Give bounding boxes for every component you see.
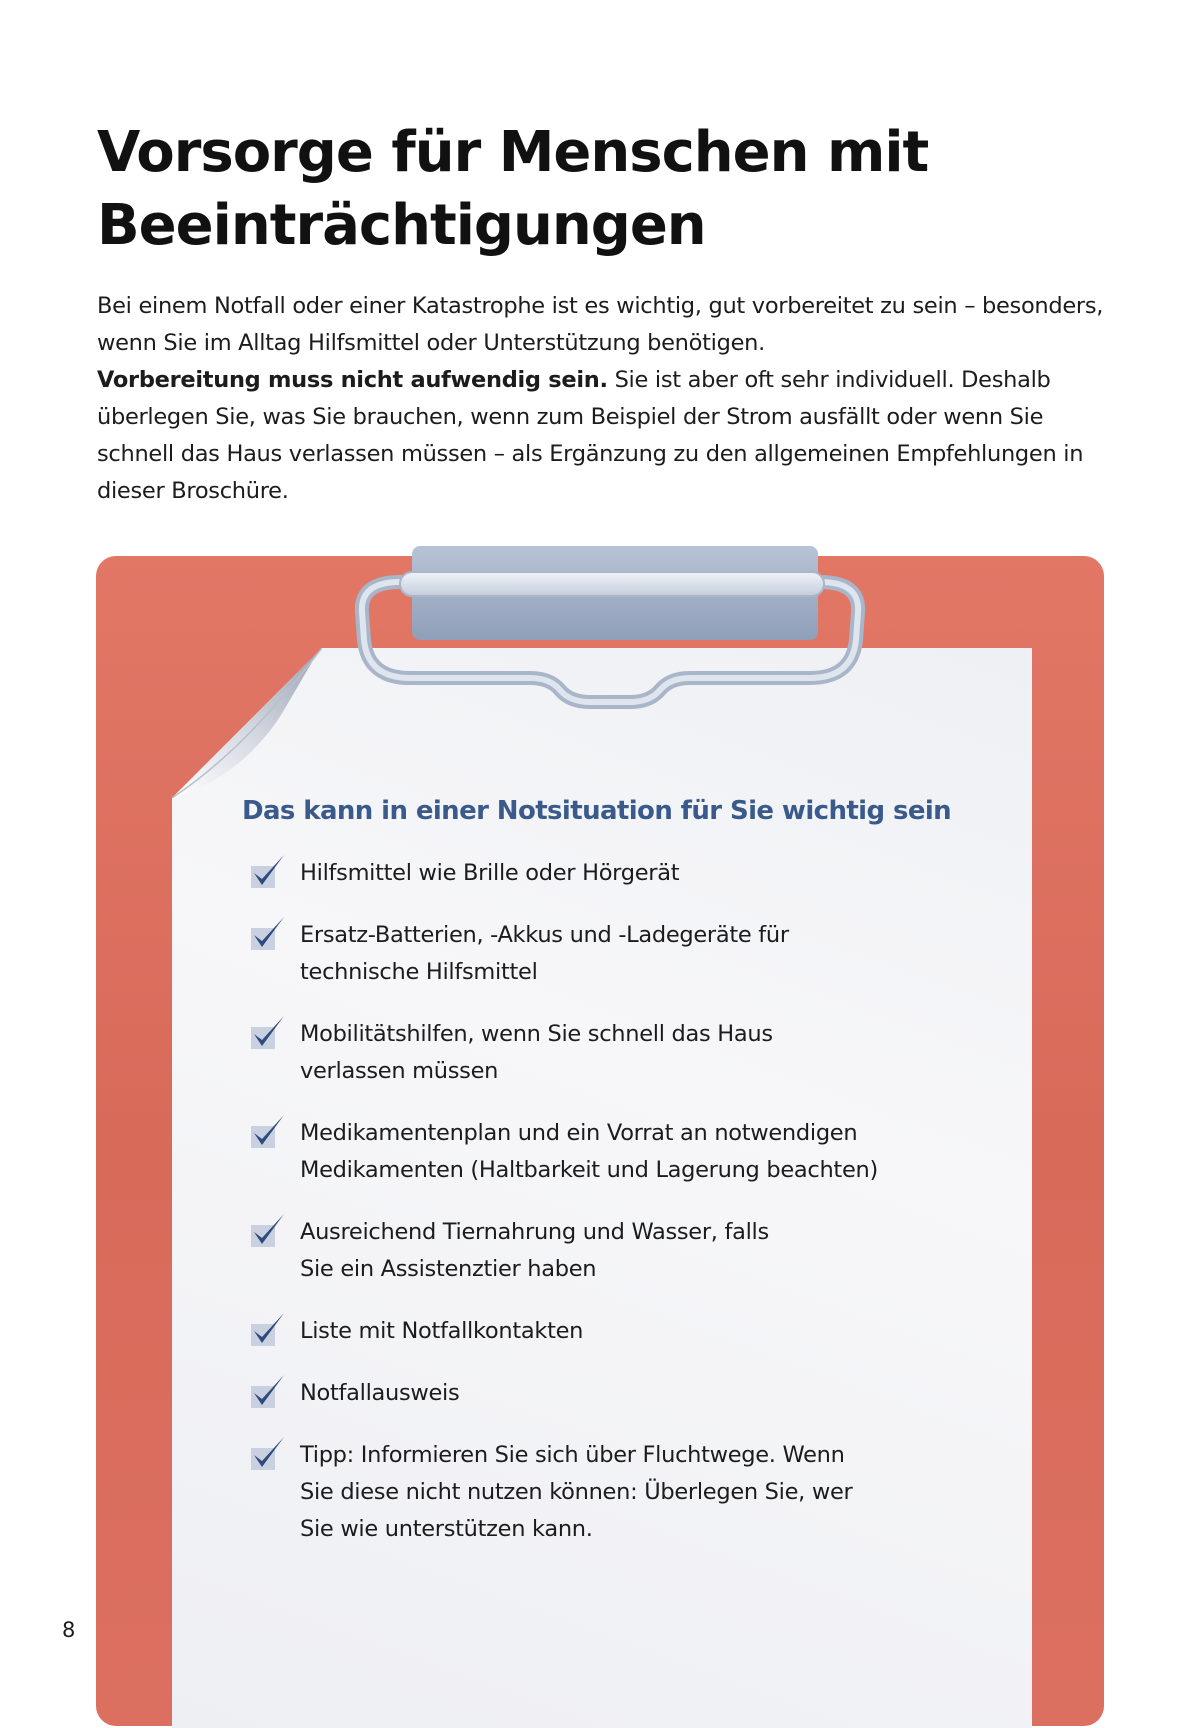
check-mark-icon <box>248 1210 288 1250</box>
checklist-item-text: Medikamentenplan und ein Vorrat an notwendigen Medikamenten (Haltbarkeit und Lagerung beachten) <box>300 1120 878 1183</box>
check-mark-icon <box>248 1111 288 1151</box>
check-mark-icon <box>248 1371 288 1411</box>
checklist-item <box>248 1375 1028 1412</box>
checklist-item <box>248 1214 1028 1288</box>
checklist-item <box>248 1313 1028 1350</box>
page-title: Vorsorge für Menschen mit Beeinträchtigungen <box>97 120 929 258</box>
checklist-item <box>248 1437 1028 1548</box>
checklist-title: Das kann in einer Notsituation für Sie wichtig sein <box>242 796 952 826</box>
checklist-item <box>248 1115 1028 1189</box>
intro-text-start: Bei einem Notfall oder einer Katastrophe ist es wichtig, gut vorbereitet zu sein – besonders, wenn Sie im Alltag Hilfsmittel oder Unterstützung benötigen. <box>97 293 1104 356</box>
check-mark-icon <box>248 1012 288 1052</box>
checklist-item-text: Ausreichend Tiernahrung und Wasser, falls Sie ein Assistenztier haben <box>300 1219 769 1282</box>
checklist-item-text: Notfallausweis <box>300 1380 460 1406</box>
check-mark-icon <box>248 1309 288 1349</box>
checklist-item-text: Tipp: Informieren Sie sich über Fluchtwege. Wenn Sie diese nicht nutzen können: Überlegen Sie, wer Sie wie unterstützen kann. <box>300 1442 853 1542</box>
checklist-item-text: Mobilitätshilfen, wenn Sie schnell das Haus verlassen müssen <box>300 1021 773 1084</box>
intro-text-end: Sie ist aber oft sehr individuell. Deshalb überlegen Sie, was Sie brauchen, wenn zum Beispiel der Strom ausfällt oder wenn Sie schnell das Haus verlassen müssen – als Ergänzung zu den allgemeinen Empfehlungen in dieser Broschüre. <box>97 367 1084 504</box>
checklist-item-text: Hilfsmittel wie Brille oder Hörgerät <box>300 860 680 886</box>
clipboard-clip-icon <box>340 540 880 720</box>
check-mark-icon <box>248 913 288 953</box>
check-mark-icon <box>248 851 288 891</box>
intro-emphasis: Vorbereitung muss nicht aufwendig sein. <box>97 367 608 393</box>
checklist-item <box>248 855 1028 892</box>
check-mark-icon <box>248 1433 288 1473</box>
checklist <box>248 855 1028 1573</box>
checklist-item <box>248 1016 1028 1090</box>
paper-curl-icon <box>172 648 322 798</box>
page-number: 8 <box>62 1618 76 1642</box>
intro-paragraph <box>97 288 1107 510</box>
checklist-item <box>248 917 1028 991</box>
checklist-item-text: Ersatz-Batterien, -Akkus und -Ladegeräte für technische Hilfsmittel <box>300 922 789 985</box>
checklist-item-text: Liste mit Notfallkontakten <box>300 1318 584 1344</box>
